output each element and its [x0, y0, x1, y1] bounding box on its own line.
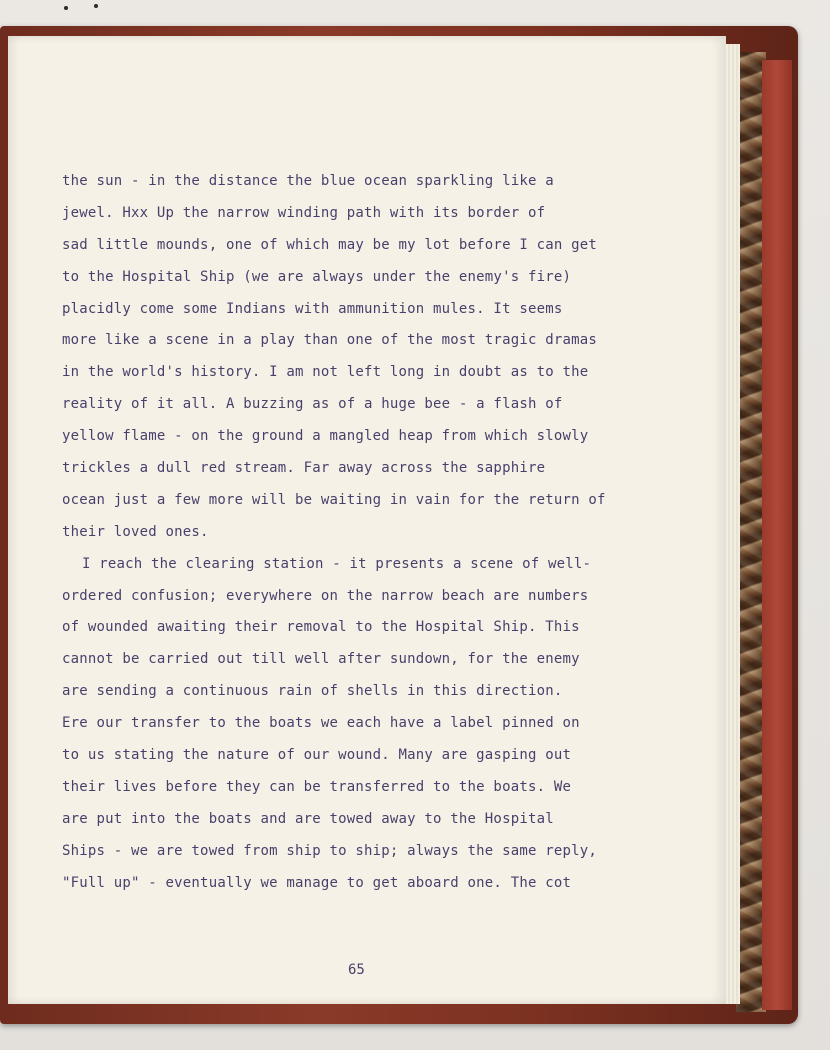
- typewritten-text: [62, 166, 682, 899]
- text-line: to us stating the nature of our wound. Many are gasping out: [62, 747, 572, 764]
- text-line: ordered confusion; everywhere on the narrow beach are numbers: [62, 587, 589, 604]
- text-line: sad little mounds, one of which may be my lot before I can get: [62, 236, 597, 253]
- text-line: I reach the clearing station - it presents a scene of well-: [82, 555, 592, 572]
- text-line: Ere our transfer to the boats we each have a label pinned on: [62, 715, 580, 732]
- text-line: are sending a continuous rain of shells in this direction.: [62, 683, 563, 700]
- text-line: ocean just a few more will be waiting in vain for the return of: [62, 491, 606, 508]
- text-line: reality of it all. A buzzing as of a huge bee - a flash of: [62, 396, 563, 413]
- text-line: are put into the boats and are towed away to the Hospital: [62, 810, 554, 827]
- text-line: more like a scene in a play than one of the most tragic dramas: [62, 332, 597, 349]
- text-line: cannot be carried out till well after sundown, for the enemy: [62, 651, 580, 668]
- dust-speck: [64, 6, 68, 10]
- text-line: yellow flame - on the ground a mangled heap from which slowly: [62, 428, 589, 445]
- text-line: to the Hospital Ship (we are always under the enemy's fire): [62, 268, 572, 285]
- text-line: their loved ones.: [62, 523, 209, 540]
- text-line: the sun - in the distance the blue ocean sparkling like a: [62, 173, 554, 189]
- book-page: [8, 36, 726, 1004]
- text-line: trickles a dull red stream. Far away across the sapphire: [62, 460, 546, 477]
- page-number: 65: [348, 962, 365, 978]
- dust-speck: [94, 4, 98, 8]
- cloth-spine-edge: [762, 60, 792, 1010]
- text-line: Ships - we are towed from ship to ship; always the same reply,: [62, 842, 597, 859]
- text-line: "Full up" - eventually we manage to get aboard one. The cot: [62, 874, 572, 891]
- text-line: placidly come some Indians with ammunition mules. It seems: [62, 300, 563, 317]
- text-line: jewel. Hxx Up the narrow winding path with its border of: [62, 204, 546, 221]
- text-line: their lives before they can be transferred to the boats. We: [62, 778, 572, 795]
- text-line: in the world's history. I am not left long in doubt as to the: [62, 364, 589, 381]
- text-line: of wounded awaiting their removal to the Hospital Ship. This: [62, 619, 580, 636]
